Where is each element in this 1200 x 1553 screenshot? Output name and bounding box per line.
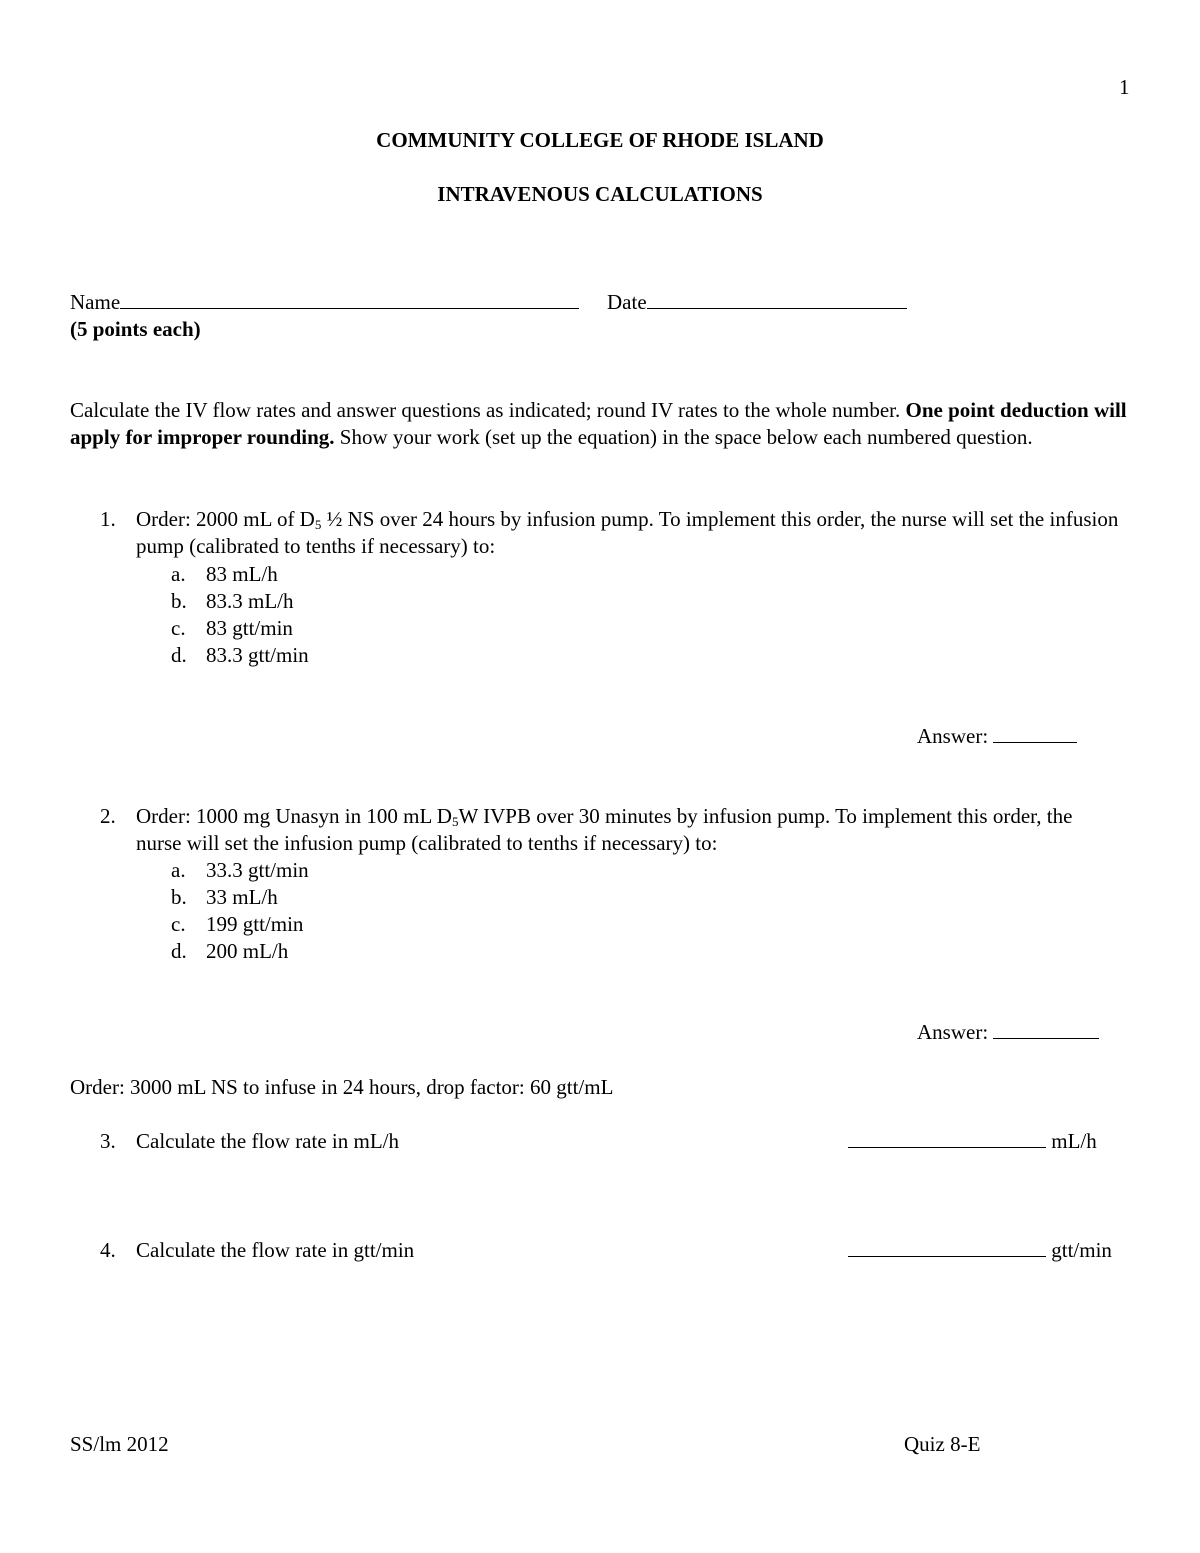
option-text: 83.3 mL/h [206, 589, 294, 613]
question-text [136, 506, 1136, 560]
order-3-text: Order: 3000 mL NS to infuse in 24 hours, drop factor: 60 gtt/mL [70, 1075, 614, 1099]
footer-right: Quiz 8-E [904, 1432, 981, 1456]
answer-field[interactable] [848, 1128, 1097, 1155]
answer-label: Answer: [917, 724, 994, 748]
unit-label: mL/h [1051, 1129, 1097, 1153]
page-number: 1 [1119, 75, 1130, 99]
date-label: Date [607, 290, 647, 314]
option-text: 83 mL/h [206, 562, 278, 586]
instructions [70, 397, 1130, 451]
instructions-bold: One point deduction will apply for improper rounding. [70, 398, 1127, 449]
question-text: Calculate the flow rate in gtt/min [136, 1238, 415, 1262]
question-text-part: Order: 2000 mL of D [136, 507, 315, 531]
answer-field[interactable] [917, 1019, 1099, 1046]
subscript: 5 [314, 517, 322, 532]
question-number: 1. [100, 507, 116, 531]
question-text-part: ½ NS over 24 hours by infusion pump. To implement this order, the nurse will set the infusion pump (calibrated to tenths if necessary) to: [136, 507, 1119, 558]
question-text [136, 803, 1121, 857]
option-text: 83 gtt/min [206, 616, 293, 640]
name-label: Name [70, 290, 121, 314]
option-letter: d. [171, 643, 187, 667]
unit-label: gtt/min [1051, 1238, 1112, 1262]
name-field[interactable] [70, 289, 579, 316]
option-letter: c. [171, 912, 186, 936]
institution-heading: COMMUNITY COLLEGE OF RHODE ISLAND [376, 128, 824, 152]
name-blank[interactable] [120, 289, 579, 309]
option-letter: d. [171, 939, 187, 963]
answer-field[interactable] [917, 723, 1077, 750]
answer-label: Answer: [917, 1020, 994, 1044]
footer-left: SS/lm 2012 [70, 1432, 169, 1456]
answer-blank[interactable] [848, 1128, 1046, 1148]
answer-blank[interactable] [993, 1019, 1099, 1039]
option-letter: a. [171, 562, 186, 586]
answer-blank[interactable] [848, 1237, 1046, 1257]
instructions-text-2: Show your work (set up the equation) in the space below each numbered question. [334, 425, 1033, 449]
option-letter: b. [171, 589, 187, 613]
instructions-text-1: Calculate the IV flow rates and answer questions as indicated; round IV rates to the whole number. [70, 398, 906, 422]
points-note: (5 points each) [70, 317, 201, 341]
question-text: Calculate the flow rate in mL/h [136, 1129, 399, 1153]
option-letter: a. [171, 858, 186, 882]
answer-field[interactable] [848, 1237, 1112, 1264]
question-number: 2. [100, 804, 116, 828]
option-text: 200 mL/h [206, 939, 289, 963]
option-text: 199 gtt/min [206, 912, 304, 936]
date-field[interactable] [607, 289, 907, 316]
option-text: 83.3 gtt/min [206, 643, 309, 667]
option-letter: b. [171, 885, 187, 909]
option-text: 33.3 gtt/min [206, 858, 309, 882]
date-blank[interactable] [647, 289, 907, 309]
subscript: 5 [451, 814, 459, 829]
question-number: 3. [100, 1129, 116, 1153]
option-text: 33 mL/h [206, 885, 278, 909]
question-text-part: W IVPB over 30 minutes by infusion pump. To implement this order, the nurse will set the infusion pump (calibrated to tenths if necessary) to: [136, 804, 1073, 855]
option-letter: c. [171, 616, 186, 640]
answer-blank[interactable] [993, 723, 1077, 743]
page-title: INTRAVENOUS CALCULATIONS [437, 182, 763, 206]
question-number: 4. [100, 1238, 116, 1262]
question-text-part: Order: 1000 mg Unasyn in 100 mL D [136, 804, 452, 828]
